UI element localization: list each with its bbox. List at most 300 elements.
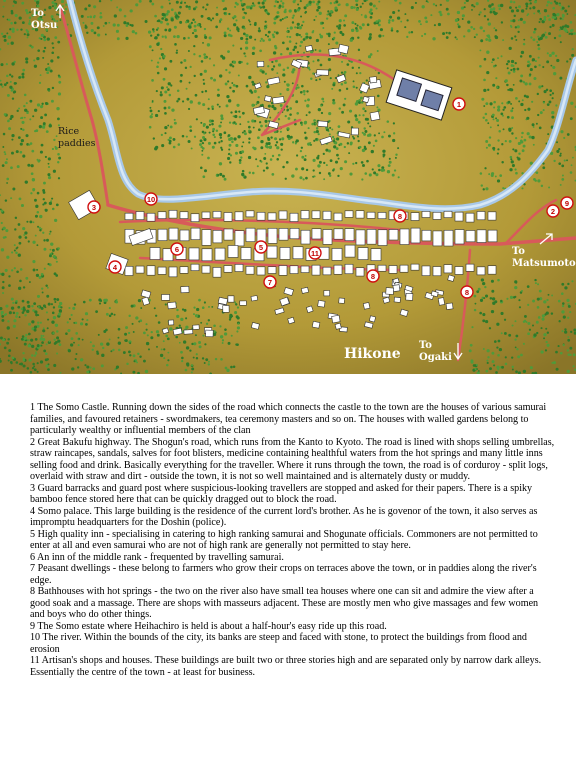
tree-dot <box>56 336 59 339</box>
tree-dot <box>516 348 518 350</box>
building <box>235 264 243 271</box>
tree-dot <box>312 60 314 62</box>
tree-dot <box>237 326 240 329</box>
building <box>433 212 441 219</box>
tree-dot <box>4 151 6 153</box>
tree-dot <box>157 334 160 337</box>
tree-dot <box>191 22 193 24</box>
tree-dot <box>484 8 486 10</box>
tree-dot <box>132 371 135 374</box>
tree-dot <box>228 153 230 155</box>
tree-dot <box>229 144 232 147</box>
tree-dot <box>105 34 107 36</box>
tree-dot <box>497 153 499 155</box>
tree-dot <box>164 132 166 134</box>
tree-dot <box>13 312 15 314</box>
tree-dot <box>517 31 519 33</box>
tree-dot <box>482 313 485 316</box>
tree-dot <box>364 110 366 112</box>
tree-dot <box>286 47 289 50</box>
tree-dot <box>54 146 56 148</box>
tree-dot <box>37 322 39 324</box>
tree-dot <box>496 346 498 348</box>
building <box>136 266 144 273</box>
tree-dot <box>485 140 488 143</box>
tree-dot <box>536 41 538 43</box>
tree-dot <box>529 55 532 58</box>
building <box>488 230 497 242</box>
tree-dot <box>210 77 213 80</box>
tree-dot <box>548 186 550 188</box>
tree-dot <box>268 38 271 41</box>
tree-dot <box>18 254 21 257</box>
building <box>158 267 166 274</box>
tree-dot <box>292 141 294 143</box>
tree-dot <box>525 82 528 85</box>
tree-dot <box>219 173 222 176</box>
tree-dot <box>123 351 126 354</box>
building <box>241 248 251 260</box>
tree-dot <box>306 104 309 107</box>
tree-dot <box>41 341 44 344</box>
tree-dot <box>8 360 10 362</box>
tree-dot <box>233 366 236 369</box>
tree-dot <box>241 145 243 147</box>
tree-dot <box>13 91 15 93</box>
tree-dot <box>189 125 192 128</box>
building <box>378 265 386 271</box>
tree-dot <box>19 363 21 365</box>
tree-dot <box>100 12 102 14</box>
tree-dot <box>279 19 282 22</box>
tree-dot <box>62 5 64 7</box>
tree-dot <box>532 123 535 126</box>
tree-dot <box>563 137 565 139</box>
tree-dot <box>492 297 495 300</box>
building <box>406 293 413 300</box>
tree-dot <box>150 109 153 112</box>
tree-dot <box>204 56 207 59</box>
tree-dot <box>418 20 421 23</box>
tree-dot <box>11 306 14 309</box>
tree-dot <box>228 13 230 15</box>
tree-dot <box>201 154 203 156</box>
tree-dot <box>312 31 314 33</box>
building <box>257 267 265 275</box>
tree-dot <box>348 152 350 154</box>
tree-dot <box>566 13 568 15</box>
tree-dot <box>143 331 146 334</box>
building <box>147 213 155 221</box>
tree-dot <box>248 156 251 159</box>
tree-dot <box>493 27 495 29</box>
tree-dot <box>51 198 53 200</box>
tree-dot <box>539 21 541 23</box>
tree-dot <box>1 222 3 224</box>
tree-dot <box>186 346 189 349</box>
tree-dot <box>174 26 177 29</box>
tree-dot <box>533 333 536 336</box>
building <box>268 228 277 243</box>
legend-item-8: 8 Bathhouses with hot springs - the two on the river also have small tea houses where one can sit and admire the view after a good soak and a massage. There are shops with masseurs adjacent. These are mostly men who give massages and few women and boys who do other things. <box>30 586 539 620</box>
tree-dot <box>29 118 31 120</box>
tree-dot <box>282 73 285 76</box>
tree-dot <box>181 357 184 360</box>
tree-dot <box>265 81 267 83</box>
tree-dot <box>89 16 92 19</box>
tree-dot <box>488 39 491 42</box>
tree-dot <box>533 178 536 181</box>
tree-dot <box>99 16 102 19</box>
tree-dot <box>239 123 241 125</box>
tree-dot <box>553 160 555 162</box>
tree-dot <box>51 320 54 323</box>
tree-dot <box>558 300 561 303</box>
tree-dot <box>60 372 62 374</box>
building <box>264 96 271 102</box>
tree-dot <box>29 45 31 47</box>
tree-dot <box>483 297 485 299</box>
tree-dot <box>128 332 130 334</box>
tree-dot <box>53 139 55 141</box>
tree-dot <box>313 131 315 133</box>
tree-dot <box>155 114 158 117</box>
tree-dot <box>50 249 52 251</box>
label-matsumoto-2: Matsumoto <box>512 258 576 269</box>
tree-dot <box>41 335 43 337</box>
tree-dot <box>39 276 42 279</box>
tree-dot <box>185 326 188 329</box>
tree-dot <box>315 79 317 81</box>
tree-dot <box>228 34 231 37</box>
tree-dot <box>1 86 3 88</box>
tree-dot <box>522 99 524 101</box>
tree-dot <box>496 12 498 14</box>
tree-dot <box>235 303 237 305</box>
tree-dot <box>572 48 574 50</box>
building <box>345 229 354 241</box>
building <box>181 286 189 292</box>
tree-dot <box>35 215 38 218</box>
building <box>444 211 452 217</box>
tree-dot <box>536 171 539 174</box>
tree-dot <box>510 109 513 112</box>
tree-dot <box>116 30 119 33</box>
tree-dot <box>376 106 378 108</box>
tree-dot <box>54 36 57 39</box>
tree-dot <box>206 323 208 325</box>
tree-dot <box>2 281 4 283</box>
tree-dot <box>208 319 210 321</box>
tree-dot <box>329 133 331 135</box>
tree-dot <box>34 65 37 68</box>
tree-dot <box>564 331 567 334</box>
tree-dot <box>6 63 8 65</box>
tree-dot <box>32 188 35 191</box>
tree-dot <box>39 338 42 341</box>
tree-dot <box>20 151 23 154</box>
tree-dot <box>218 125 221 128</box>
tree-dot <box>11 298 14 301</box>
tree-dot <box>368 37 371 40</box>
tree-dot <box>59 309 62 312</box>
tree-dot <box>446 8 449 11</box>
tree-dot <box>308 111 310 113</box>
tree-dot <box>237 323 239 325</box>
tree-dot <box>30 371 33 374</box>
tree-dot <box>133 354 136 357</box>
tree-dot <box>543 300 546 303</box>
tree-dot <box>566 60 568 62</box>
tree-dot <box>547 15 550 18</box>
tree-dot <box>180 351 183 354</box>
building <box>389 230 398 241</box>
tree-dot <box>541 185 543 187</box>
tree-dot <box>12 5 14 7</box>
tree-dot <box>511 9 514 12</box>
tree-dot <box>199 55 202 58</box>
tree-dot <box>474 36 476 38</box>
tree-dot <box>202 42 204 44</box>
tree-dot <box>238 61 241 64</box>
tree-dot <box>265 145 268 148</box>
building <box>466 213 474 222</box>
tree-dot <box>456 38 458 40</box>
tree-dot <box>161 134 163 136</box>
tree-dot <box>315 16 317 18</box>
tree-dot <box>296 154 298 156</box>
tree-dot <box>27 164 30 167</box>
building <box>400 265 408 272</box>
tree-dot <box>248 141 250 143</box>
tree-dot <box>357 136 359 138</box>
tree-dot <box>248 76 251 79</box>
tree-dot <box>114 314 116 316</box>
tree-dot <box>497 279 500 282</box>
tree-dot <box>163 100 166 103</box>
tree-dot <box>137 353 139 355</box>
tree-dot <box>155 315 157 317</box>
tree-dot <box>517 157 520 160</box>
tree-dot <box>299 34 301 36</box>
tree-dot <box>534 28 537 31</box>
tree-dot <box>318 108 321 111</box>
tree-dot <box>245 41 248 44</box>
tree-dot <box>515 282 517 284</box>
tree-dot <box>415 2 417 4</box>
marker-8c <box>461 286 473 298</box>
tree-dot <box>316 9 319 12</box>
tree-dot <box>562 18 564 20</box>
tree-dot <box>14 82 17 85</box>
tree-dot <box>268 31 271 34</box>
tree-dot <box>446 36 449 39</box>
tree-dot <box>347 142 349 144</box>
tree-dot <box>490 8 493 11</box>
tree-dot <box>199 345 202 348</box>
tree-dot <box>564 24 567 27</box>
tree-dot <box>242 141 244 143</box>
building <box>488 212 496 220</box>
tree-dot <box>176 52 178 54</box>
tree-dot <box>14 267 16 269</box>
tree-dot <box>154 307 156 309</box>
tree-dot <box>27 339 29 341</box>
tree-dot <box>44 113 47 116</box>
tree-dot <box>212 146 215 149</box>
tree-dot <box>230 111 232 113</box>
tree-dot <box>526 5 528 7</box>
tree-dot <box>536 123 538 125</box>
tree-dot <box>15 302 17 304</box>
tree-dot <box>378 169 381 172</box>
tree-dot <box>7 320 9 322</box>
tree-dot <box>571 54 574 57</box>
tree-dot <box>209 124 211 126</box>
tree-dot <box>515 62 517 64</box>
tree-dot <box>205 90 207 92</box>
tree-dot <box>307 98 310 101</box>
tree-dot <box>244 132 247 135</box>
tree-dot <box>31 305 33 307</box>
tree-dot <box>511 160 514 163</box>
tree-dot <box>406 36 408 38</box>
tree-dot <box>495 77 497 79</box>
tree-dot <box>257 165 259 167</box>
building <box>446 303 453 310</box>
tree-dot <box>411 31 413 33</box>
tree-dot <box>562 305 564 307</box>
tree-dot <box>331 128 333 130</box>
tree-dot <box>132 323 134 325</box>
tree-dot <box>171 108 174 111</box>
tree-dot <box>217 174 219 176</box>
label-ogaki: To <box>419 340 432 351</box>
tree-dot <box>236 27 239 30</box>
building <box>356 230 365 245</box>
tree-dot <box>179 6 182 9</box>
tree-dot <box>537 93 539 95</box>
tree-dot <box>208 306 210 308</box>
tree-dot <box>39 229 41 231</box>
tree-dot <box>41 103 43 105</box>
tree-dot <box>20 117 22 119</box>
tree-dot <box>12 357 15 360</box>
legend-item-5: 5 High quality inn - specialising in catering to high ranking samurai and Shogunate officials. Commoners are not permitted to enter at all and even samurai who are not of high rank are generally not permitted to stay here. <box>30 528 538 551</box>
tree-dot <box>303 93 305 95</box>
tree-dot <box>145 370 148 373</box>
tree-dot <box>422 5 425 8</box>
tree-dot <box>22 69 25 72</box>
tree-dot <box>448 32 451 35</box>
tree-dot <box>362 107 365 110</box>
tree-dot <box>34 329 37 332</box>
tree-dot <box>220 140 222 142</box>
tree-dot <box>296 33 299 36</box>
tree-dot <box>224 328 227 331</box>
tree-dot <box>16 150 19 153</box>
tree-dot <box>193 53 195 55</box>
tree-dot <box>94 32 97 35</box>
tree-dot <box>57 56 60 59</box>
tree-dot <box>512 19 515 22</box>
tree-dot <box>55 258 57 260</box>
tree-dot <box>236 315 239 318</box>
tree-dot <box>556 13 559 16</box>
tree-dot <box>40 322 42 324</box>
tree-dot <box>530 68 533 71</box>
tree-dot <box>507 116 510 119</box>
tree-dot <box>527 64 530 67</box>
tree-dot <box>475 303 477 305</box>
tree-dot <box>75 358 77 360</box>
tree-dot <box>366 160 369 163</box>
tree-dot <box>530 2 532 4</box>
building <box>444 230 453 246</box>
tree-dot <box>117 24 120 27</box>
tree-dot <box>389 158 391 160</box>
tree-dot <box>202 142 204 144</box>
tree-dot <box>233 121 235 123</box>
tree-dot <box>229 87 231 89</box>
tree-dot <box>82 339 84 341</box>
tree-dot <box>520 139 523 142</box>
tree-dot <box>480 172 483 175</box>
tree-dot <box>473 295 476 298</box>
building <box>345 245 355 257</box>
tree-dot <box>491 61 493 63</box>
tree-dot <box>305 177 308 180</box>
tree-dot <box>99 302 101 304</box>
tree-dot <box>90 367 92 369</box>
tree-dot <box>2 286 5 289</box>
tree-dot <box>567 370 570 373</box>
tree-dot <box>520 18 523 21</box>
building <box>332 315 341 323</box>
tree-dot <box>21 121 24 124</box>
tree-dot <box>497 57 499 59</box>
tree-dot <box>47 327 49 329</box>
tree-dot <box>265 73 267 75</box>
tree-dot <box>21 338 24 341</box>
tree-dot <box>512 107 514 109</box>
tree-dot <box>161 349 163 351</box>
building <box>223 305 229 312</box>
tree-dot <box>282 166 285 169</box>
tree-dot <box>240 37 243 40</box>
tree-dot <box>58 312 61 315</box>
tree-dot <box>133 360 135 362</box>
tree-dot <box>500 4 503 7</box>
tree-dot <box>537 114 539 116</box>
tree-dot <box>193 342 196 345</box>
tree-dot <box>226 104 229 107</box>
tree-dot <box>548 32 551 35</box>
tree-dot <box>16 312 19 315</box>
tree-dot <box>41 345 43 347</box>
tree-dot <box>509 47 512 50</box>
label-rice: Rice <box>58 126 80 137</box>
tree-dot <box>60 19 62 21</box>
tree-dot <box>35 205 38 208</box>
tree-dot <box>536 321 539 324</box>
legend-item-11: 11 Artisan's shops and houses. These buildings are built two or three stories high and are separated only by narrow dark alleys. Essentially the centre of the town - at least for business. <box>30 655 542 678</box>
tree-dot <box>43 248 46 251</box>
legend-item-4: 4 Somo palace. This large building is the residence of the current lord's brother. As he is govenor of the town, it also serves as impromptu headquarters for the Doshin (police). <box>30 505 538 528</box>
tree-dot <box>6 75 8 77</box>
tree-dot <box>41 144 44 147</box>
tree-dot <box>295 142 297 144</box>
